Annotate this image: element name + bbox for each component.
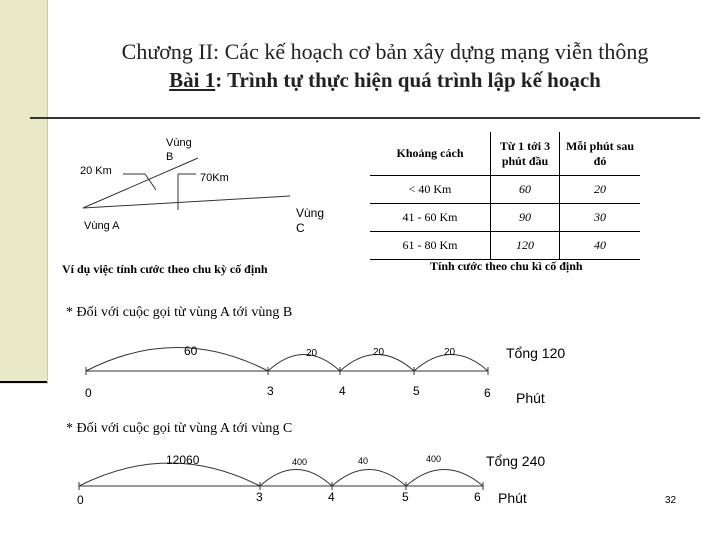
- arc-ab-value-2: 20: [306, 348, 318, 359]
- zone-a-label: Vùng A: [84, 220, 120, 232]
- arc-ac-value-1: 12060: [166, 453, 200, 467]
- arc-ac-4: [406, 470, 483, 487]
- table-row: [370, 232, 640, 260]
- tick-ac-label-6: 6: [474, 490, 481, 504]
- table-cell: 41 - 60 Km: [370, 204, 491, 232]
- unit-ac: Phút: [498, 490, 527, 506]
- table-cell: < 40 Km: [370, 176, 491, 204]
- table-cell: 40: [560, 232, 641, 260]
- case-ab-label: * Đối với cuộc gọi từ vùng A tới vùng B: [66, 305, 293, 320]
- zone-b-label: Vùng B: [166, 137, 192, 163]
- distance-ab-label: 20 Km: [80, 165, 112, 177]
- tick-ab-label-6: 6: [484, 386, 491, 400]
- tick-ac-label-0: 0: [77, 493, 84, 507]
- table-cell: 30: [560, 204, 641, 232]
- table-cell: 90: [491, 204, 560, 232]
- arc-ab-value-3: 20: [373, 347, 385, 358]
- unit-ab: Phút: [516, 390, 545, 406]
- arc-ab-value-4: 20: [444, 347, 456, 358]
- link-a-c: [83, 196, 290, 208]
- tick-ab-label-4: 4: [339, 384, 346, 398]
- chapter-title: Chương II: Các kế hoạch cơ bản xây dựng mạng viễn thông: [121, 39, 649, 64]
- arc-ab-1: [86, 348, 268, 372]
- arc-ac-value-4: 400: [426, 454, 442, 464]
- diagram-caption: Ví dụ việc tính cước theo chu kỳ cố định: [62, 262, 268, 276]
- table-row: [370, 176, 640, 204]
- table-cell: 120: [491, 232, 560, 260]
- leader-ab-v: [145, 174, 156, 190]
- tick-ac-label-4: 4: [328, 490, 335, 504]
- tick-ab-label-0: 0: [85, 386, 92, 400]
- total-ab: Tổng 120: [506, 345, 566, 361]
- lesson-name: : Trình tự thực hiện quá trình lập kế hoạch: [215, 68, 601, 92]
- table-header-row: [370, 132, 640, 176]
- arc-ac-value-3: 40: [358, 456, 369, 466]
- distance-bc-label: 70Km: [200, 172, 229, 184]
- table-cell: 60: [491, 176, 560, 204]
- lesson-number: Bài 1: [169, 68, 216, 92]
- rate-table: [370, 132, 640, 260]
- arc-ab-value-1: 60: [184, 344, 198, 358]
- header-per-minute-after: Mỗi phút sau đó: [560, 132, 641, 176]
- table-row: [370, 204, 640, 232]
- total-ac: Tổng 240: [486, 453, 546, 469]
- header-distance: Khoảng cách: [370, 132, 491, 176]
- page-number: 32: [665, 495, 677, 506]
- header-first-minutes: Từ 1 tới 3 phút đầu: [491, 132, 560, 176]
- zone-c-label: Vùng C: [296, 206, 325, 235]
- arc-ac-3: [332, 470, 406, 487]
- case-ac-label: * Đối với cuộc gọi từ vùng A tới vùng C: [66, 421, 293, 436]
- arc-ab-2: [268, 355, 340, 372]
- table-caption: Tính cước theo chu kì cố định: [430, 259, 583, 273]
- arc-ac-2: [260, 470, 332, 487]
- table-cell: 20: [560, 176, 641, 204]
- table-cell: 61 - 80 Km: [370, 232, 491, 260]
- tick-ac-label-5: 5: [402, 490, 409, 504]
- tick-ac-label-3: 3: [256, 490, 263, 504]
- tick-ab-label-5: 5: [413, 384, 420, 398]
- tick-ab-label-3: 3: [267, 384, 274, 398]
- arc-ac-value-2: 400: [292, 457, 308, 467]
